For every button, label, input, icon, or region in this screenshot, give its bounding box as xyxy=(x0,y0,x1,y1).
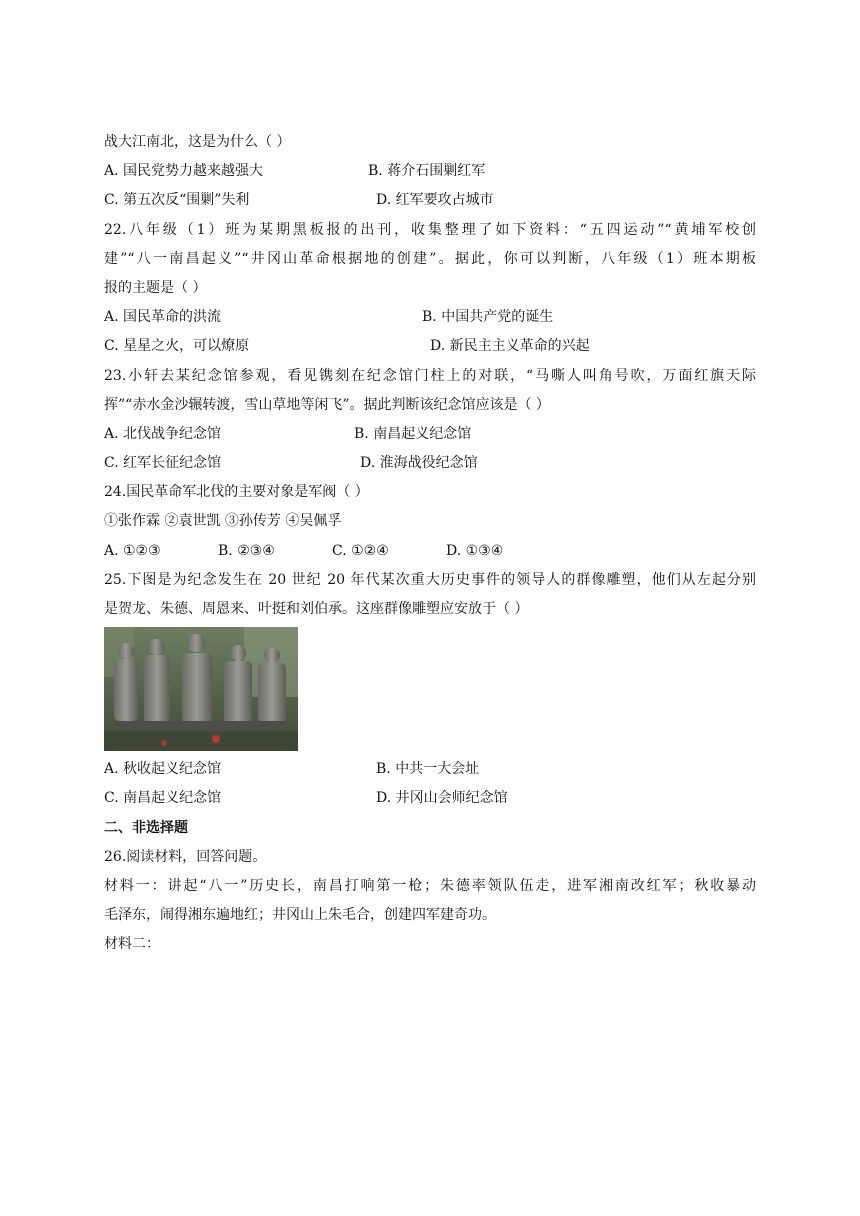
q22-option-b[interactable]: B. 中国共产党的诞生 xyxy=(422,309,554,326)
q25-option-a[interactable]: A. 秋收起义纪念馆 xyxy=(104,761,222,778)
q26-material1-line1: 材料一：讲起“八一”历史长，南昌打响第一枪；朱德率领队伍走，进军湘南改红军；秋收暴动 xyxy=(104,877,756,894)
q22-options-row1 xyxy=(104,303,760,332)
q23-option-a[interactable]: A. 北伐战争纪念馆 xyxy=(104,425,222,442)
section-title-non-choice: 二、非选择题 xyxy=(104,819,188,836)
q25-option-c[interactable]: C. 南昌起义纪念馆 xyxy=(104,790,222,807)
statue-photo-illustration xyxy=(104,627,298,751)
q23-stem-line1: 23.小轩去某纪念馆参观，看见镌刻在纪念馆门柱上的对联，“马嘶人叫角号吹，万面红旗天际 xyxy=(104,367,756,384)
q23-option-c[interactable]: C. 红军长征纪念馆 xyxy=(104,455,222,472)
q24-option-c[interactable]: C. ①②④ xyxy=(332,542,389,559)
q21-options-row2 xyxy=(104,186,760,215)
q24-choices-list: ①张作霖 ②袁世凯 ③孙传芳 ④吴佩孚 xyxy=(104,513,342,530)
q22-option-c[interactable]: C. 星星之火，可以燎原 xyxy=(104,338,250,355)
q21-stem-tail: 战大江南北，这是为什么（ ） xyxy=(104,134,291,150)
q23-option-b[interactable]: B. 南昌起义纪念馆 xyxy=(354,425,472,442)
q22-stem-line3: 报的主题是（ ） xyxy=(104,279,207,296)
q25-stem-line1: 25.下图是为纪念发生在 20 世纪 20 年代某次重大历史事件的领导人的群像雕塑，他们从左起分别 xyxy=(104,571,756,588)
q26-material2-label: 材料二： xyxy=(104,936,160,953)
q25-stem-line2: 是贺龙、朱德、周恩来、叶挺和刘伯承。这座群像雕塑应安放于（ ） xyxy=(104,601,529,617)
q21-option-a[interactable]: A. 国民党势力越来越强大 xyxy=(104,163,264,180)
q25-options-row2 xyxy=(104,784,760,813)
q22-options-row2 xyxy=(104,332,760,361)
q24-option-b[interactable]: B. ②③④ xyxy=(218,542,275,559)
q25-options-row1 xyxy=(104,755,760,784)
q26-stem: 26.阅读材料，回答问题。 xyxy=(104,848,267,865)
q24-options-row xyxy=(104,537,760,566)
q24-option-a[interactable]: A. ①②③ xyxy=(104,542,161,559)
q21-option-b[interactable]: B. 蒋介石围剿红军 xyxy=(368,163,486,180)
q23-options-row2 xyxy=(104,449,760,478)
q24-stem-line1: 24.国民革命军北伐的主要对象是军阀（ ） xyxy=(104,484,369,501)
q22-option-a[interactable]: A. 国民革命的洪流 xyxy=(104,309,222,326)
q24-option-d[interactable]: D. ①③④ xyxy=(446,542,504,559)
q22-stem-line2: 建”“八一南昌起义”“井冈山革命根据地的创建”。据此，你可以判断，八年级（1）班本期板 xyxy=(104,250,756,267)
q21-option-c[interactable]: C. 第五次反“围剿”失利 xyxy=(104,192,250,209)
q22-stem-line1: 22.八年级（1）班为某期黑板报的出刊，收集整理了如下资料：“五四运动”“黄埔军校创 xyxy=(104,221,756,238)
q25-option-b[interactable]: B. 中共一大会址 xyxy=(376,761,480,778)
q21-option-d[interactable]: D. 红军要攻占城市 xyxy=(376,192,494,209)
q23-stem-line2: 挥”“赤水金沙辗转渡，雪山草地等闲飞”。据此判断该纪念馆应该是（ ） xyxy=(104,396,550,413)
q21-options-row1 xyxy=(104,157,760,186)
q26-material1-line2: 毛泽东，闹得湘东遍地红；井冈山上朱毛合，创建四军建奇功。 xyxy=(104,907,496,924)
statue-group-photo xyxy=(104,627,298,751)
q25-option-d[interactable]: D. 井冈山会师纪念馆 xyxy=(376,790,508,807)
q22-option-d[interactable]: D. 新民主主义革命的兴起 xyxy=(430,338,590,355)
exam-page xyxy=(104,128,760,960)
q23-option-d[interactable]: D. 淮海战役纪念馆 xyxy=(360,455,478,472)
q23-options-row1 xyxy=(104,420,760,449)
